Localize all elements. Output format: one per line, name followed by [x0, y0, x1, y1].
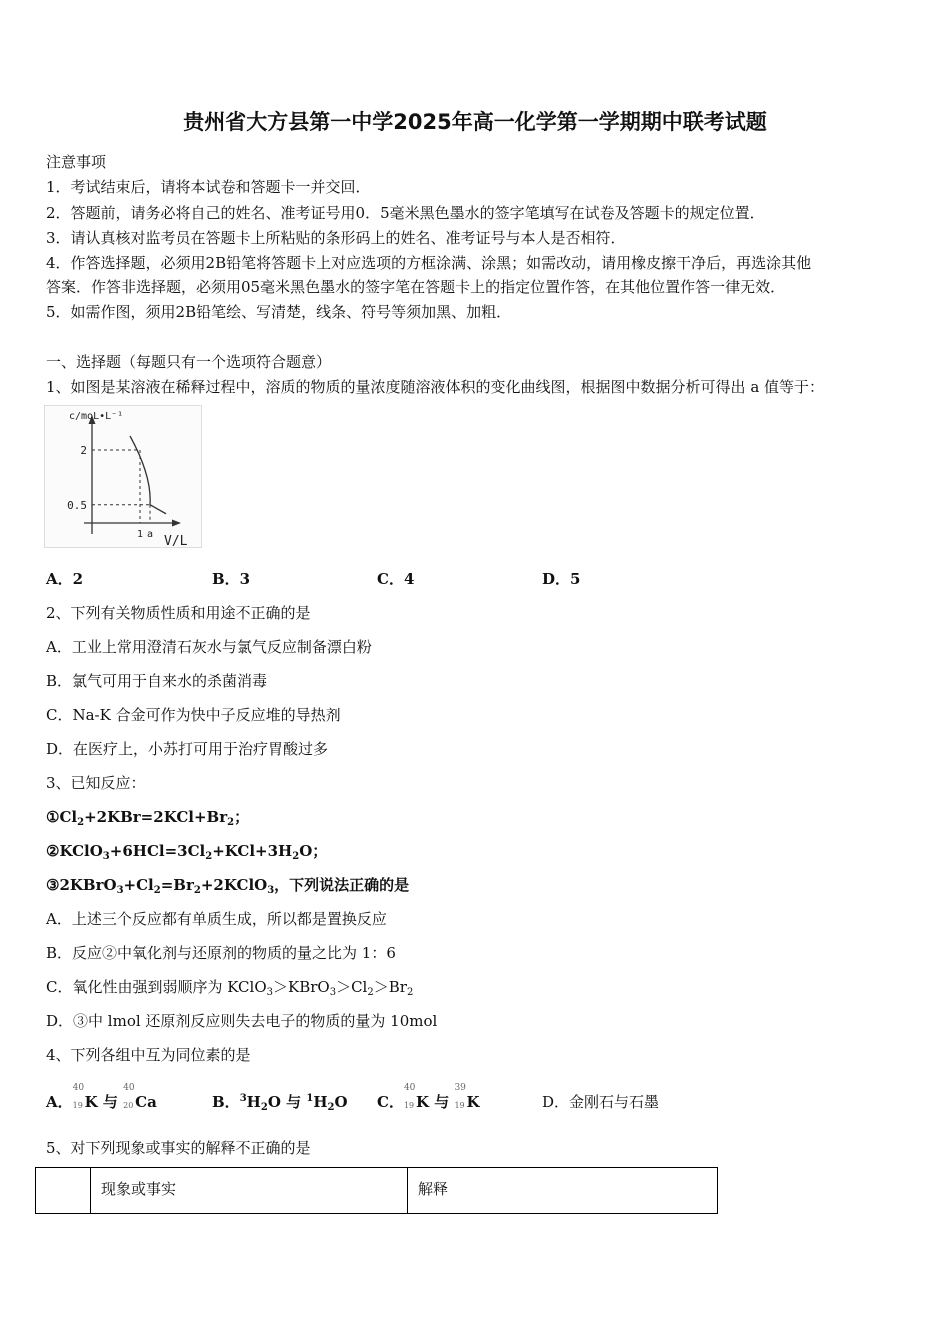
q3-option-d[interactable]: D．③中 lmol 还原剂反应则失去电子的物质的量为 10mol — [46, 1012, 438, 1030]
section-heading: 一、选择题（每题只有一个选项符合题意） — [46, 353, 332, 371]
q4-option-c[interactable]: C． 40 19 K 与 39 19 K — [377, 1083, 480, 1111]
notice-item: 1．考试结束后，请将本试卷和答题卡一并交回． — [46, 178, 371, 196]
table-row — [36, 1168, 718, 1214]
q4-option-d[interactable]: D．金刚石与石墨 — [542, 1093, 660, 1111]
q1-option-a[interactable]: A．2 — [46, 570, 84, 588]
table-header-cell — [36, 1168, 91, 1214]
notice-item: 4．作答选择题，必须用2B铅笔将答题卡上对应选项的方框涂满、涂黑；如需改动，请用橡皮擦干净后，再选涂其他 — [46, 254, 812, 272]
concentration-chart — [44, 405, 202, 548]
q2-option-c[interactable]: C．Na-K 合金可作为快中子反应堆的导热剂 — [46, 706, 341, 724]
q5-table — [35, 1167, 718, 1214]
reaction-3: $③2KBrO_3+Cl_2=Br_2+2KClO_3$，下列说法正确的是 — [46, 876, 410, 896]
y-tick-label: 2 — [80, 444, 87, 457]
q3-option-b[interactable]: B．反应②中氧化剂与还原剂的物质的量之比为 1：6 — [46, 944, 396, 962]
q2-option-a[interactable]: A．工业上常用澄清石灰水与氯气反应制备漂白粉 — [46, 638, 372, 656]
q3-option-c[interactable]: C．氧化性由强到弱顺序为 $KClO_3>KBrO_3>Cl_2>Br_2$ — [46, 978, 414, 998]
y-axis-label: c/moL•L⁻¹ — [69, 411, 124, 422]
q1-option-d[interactable]: D．5 — [542, 570, 581, 588]
x-tick-label: 1 — [136, 529, 144, 540]
notice-item: 5．如需作图，须用2B铅笔绘、写清楚，线条、符号等须加黑、加粗． — [46, 303, 512, 321]
notice-item: 2．答题前，请务必将自己的姓名、准考证号用0．5毫米黑色墨水的签字笔填写在试卷及答题卡的规定位置． — [46, 204, 765, 222]
table-header-cell: 现象或事实 — [91, 1168, 408, 1214]
table-header-cell: 解释 — [408, 1168, 718, 1214]
question-5-stem: 5、对下列现象或事实的解释不正确的是 — [46, 1139, 311, 1157]
q2-option-b[interactable]: B．氯气可用于自来水的杀菌消毒 — [46, 672, 268, 690]
q4-option-b[interactable]: B．$^3H_2O$ 与 $^1H_2O$ — [212, 1093, 348, 1113]
notice-heading: 注意事项 — [46, 153, 107, 171]
y-tick-label: 0.5 — [67, 498, 87, 512]
q1-option-c[interactable]: C．4 — [377, 570, 415, 588]
question-1-stem: 1、如图是某溶液在稀释过程中，溶质的物质的量浓度随溶液体积的变化曲线图，根据图中数据分析可得出 a 值等于： — [46, 378, 825, 396]
x-tick-label: a — [146, 529, 154, 540]
q1-option-b[interactable]: B．3 — [212, 570, 251, 588]
reaction-1: $①Cl_2+2KBr=2KCl+Br_2$； — [46, 808, 250, 828]
q3-option-a[interactable]: A．上述三个反应都有单质生成，所以都是置换反应 — [46, 910, 387, 928]
question-4-stem: 4、下列各组中互为同位素的是 — [46, 1046, 251, 1064]
q2-option-d[interactable]: D．在医疗上，小苏打可用于治疗胃酸过多 — [46, 740, 329, 758]
x-axis-label: V/L — [164, 534, 188, 548]
reaction-2: $②KClO_3+6HCl=3Cl_2+KCl+3H_2O$； — [46, 842, 328, 862]
page-title: 贵州省大方县第一中学2025年高一化学第一学期期中联考试题 — [183, 110, 767, 134]
question-3-stem: 3、已知反应： — [46, 774, 146, 792]
notice-item: 3．请认真核对监考员在答题卡上所粘贴的条形码上的姓名、准考证号与本人是否相符． — [46, 229, 626, 247]
q4-option-a[interactable]: A． 40 19 K 与 40 20 Ca — [46, 1083, 157, 1111]
question-2-stem: 2、下列有关物质性质和用途不正确的是 — [46, 604, 311, 622]
notice-item: 答案．作答非选择题，必须用05毫米黑色墨水的签字笔在答题卡上的指定位置作答，在其他位置作答一律无效． — [46, 278, 786, 296]
